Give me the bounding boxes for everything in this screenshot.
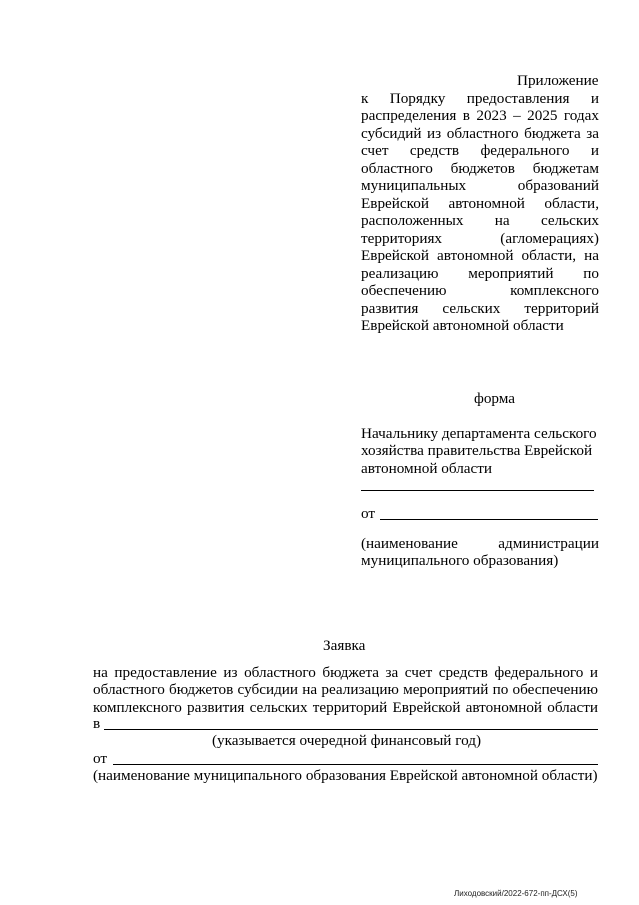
addressee-from-field[interactable] xyxy=(380,519,598,520)
appendix-line-6: муниципальных образований xyxy=(361,177,599,194)
appendix-line-11: реализацию мероприятий по xyxy=(361,265,599,282)
appendix-line-1: к Порядку предоставления и xyxy=(361,90,599,107)
year-prefix-label: в xyxy=(93,715,101,732)
addressee-line-2: хозяйства правительства Еврейской xyxy=(361,442,593,459)
appendix-line-9: территориях (агломерациях) xyxy=(361,230,599,247)
application-title: Заявка xyxy=(323,637,366,654)
addressee-note-line-1: (наименование администрации xyxy=(361,535,599,552)
appendix-line-13: развития сельских территорий xyxy=(361,300,599,317)
appendix-line-14: Еврейской автономной области xyxy=(361,317,564,334)
addressee-name-field[interactable] xyxy=(361,490,594,491)
form-label: форма xyxy=(474,390,516,407)
addressee-line-1: Начальнику департамента сельского xyxy=(361,425,597,442)
application-line-3: комплексного развития сельских территорий Еврейской автономной области xyxy=(93,699,598,716)
appendix-line-10: Еврейской автономной области, на xyxy=(361,247,599,264)
appendix-line-3: субсидий из областного бюджета за xyxy=(361,125,599,142)
addressee-note-line-2: муниципального образования) xyxy=(361,552,559,569)
application-line-1: на предоставление из областного бюджета за счет средств федерального и xyxy=(93,664,598,681)
appendix-line-2: распределения в 2023 – 2025 годах xyxy=(361,107,599,124)
appendix-line-12: обеспечению комплексного xyxy=(361,282,599,299)
appendix-line-7: Еврейской автономной области, xyxy=(361,195,599,212)
municipality-field[interactable] xyxy=(113,764,598,765)
addressee-from-label: от xyxy=(361,505,376,522)
year-note: (указывается очередной финансовый год) xyxy=(212,732,482,749)
application-line-2: областного бюджетов субсидии на реализацию мероприятий по обеспечению xyxy=(93,681,598,698)
appendix-title: Приложение xyxy=(517,72,599,89)
year-field[interactable] xyxy=(104,729,598,730)
addressee-line-3: автономной области xyxy=(361,460,493,477)
municipality-note: (наименование муниципального образования Еврейской автономной области) xyxy=(93,767,598,784)
municipality-from-label: от xyxy=(93,750,108,767)
appendix-line-8: расположенных на сельских xyxy=(361,212,599,229)
appendix-line-5: областного бюджетов бюджетам xyxy=(361,160,599,177)
appendix-line-4: счет средств федерального и xyxy=(361,142,599,159)
footer-reference: Лиходовский/2022-672-пп-ДСХ(5) xyxy=(454,889,578,898)
